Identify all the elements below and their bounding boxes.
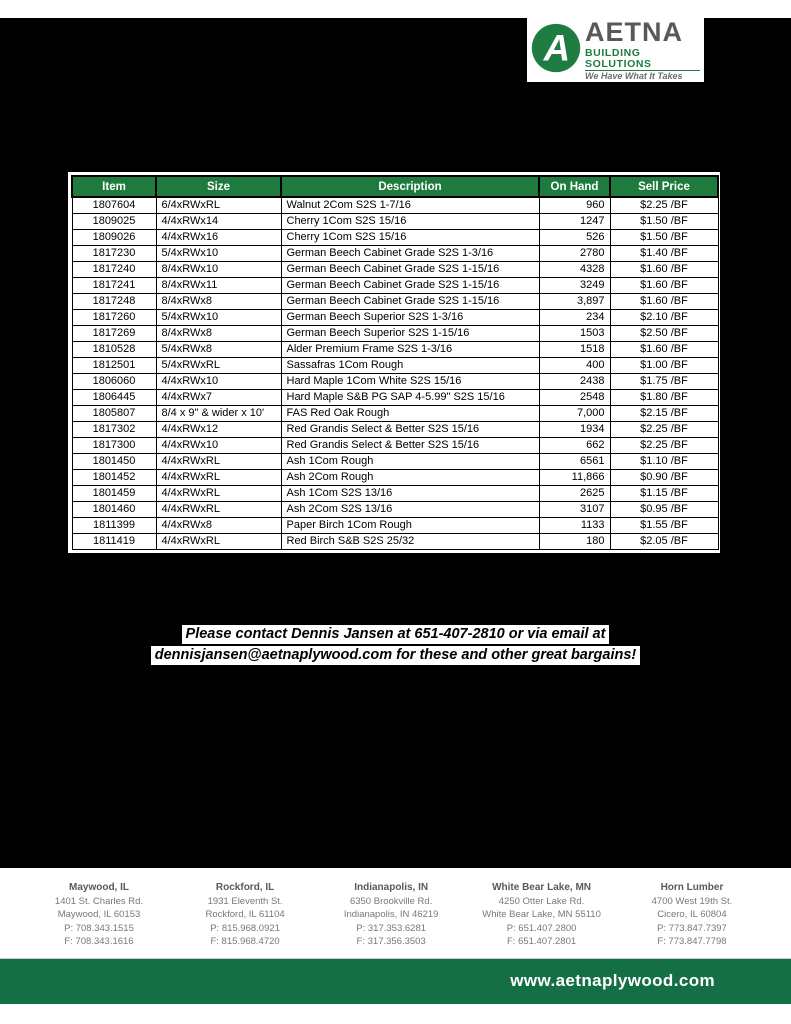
table-cell: 3107	[539, 502, 610, 518]
contact-line-2: dennisjansen@aetnaplywood.com for these and other great bargains!	[151, 646, 640, 665]
table-cell: Cherry 1Com S2S 15/16	[281, 230, 539, 246]
table-cell: 1934	[539, 422, 610, 438]
location-detail-line: Maywood, IL 60153	[57, 909, 141, 920]
inventory-table	[71, 175, 719, 550]
table-cell: $2.25 /BF	[610, 197, 718, 214]
location-card	[637, 881, 747, 949]
table-cell: Paper Birch 1Com Rough	[281, 518, 539, 534]
location-detail-line: F: 815.968.4720	[210, 936, 280, 947]
table-cell: $0.95 /BF	[610, 502, 718, 518]
table-cell: 3,897	[539, 294, 610, 310]
table-cell: 1247	[539, 214, 610, 230]
location-name: Maywood, IL	[69, 882, 129, 893]
table-cell: $2.50 /BF	[610, 326, 718, 342]
company-logo	[527, 18, 704, 82]
table-cell: 4/4xRWxRL	[156, 534, 281, 550]
table-row	[72, 214, 718, 230]
location-detail-line: P: 773.847.7397	[657, 922, 727, 934]
table-cell: 4/4xRWxRL	[156, 454, 281, 470]
table-cell: German Beech Cabinet Grade S2S 1-15/16	[281, 294, 539, 310]
location-card	[482, 881, 601, 949]
table-cell: Sassafras 1Com Rough	[281, 358, 539, 374]
location-name: Rockford, IL	[215, 882, 275, 893]
table-cell: Red Grandis Select & Better S2S 15/16	[281, 438, 539, 454]
table-cell: 8/4 x 9" & wider x 10'	[156, 406, 281, 422]
table-cell: $1.60 /BF	[610, 278, 718, 294]
logo-brand-text: AETNA	[585, 17, 683, 47]
table-header-row	[72, 176, 718, 197]
table-row	[72, 326, 718, 342]
table-row	[72, 470, 718, 486]
location-detail-line: P: 317.353.6281	[356, 922, 427, 934]
table-cell: 5/4xRWx10	[156, 310, 281, 326]
table-cell: 1817260	[72, 310, 156, 326]
table-cell: $1.60 /BF	[610, 294, 718, 310]
table-cell: 1503	[539, 326, 610, 342]
table-cell: German Beech Superior S2S 1-15/16	[281, 326, 539, 342]
table-cell: 1817248	[72, 294, 156, 310]
table-cell: 1817300	[72, 438, 156, 454]
location-detail-line: 1401 St. Charles Rd.	[54, 895, 144, 907]
flyer-body	[0, 18, 791, 868]
table-cell: $2.05 /BF	[610, 534, 718, 550]
table-cell: 8/4xRWx8	[156, 294, 281, 310]
inventory-table-frame	[68, 172, 720, 553]
location-detail-line: 4250 Otter Lake Rd.	[498, 895, 585, 907]
table-cell: 1817240	[72, 262, 156, 278]
table-cell: 3249	[539, 278, 610, 294]
table-row	[72, 310, 718, 326]
table-cell: 4/4xRWx10	[156, 438, 281, 454]
contact-line-1: Please contact Dennis Jansen at 651-407-2810 or via email at	[182, 625, 610, 644]
table-cell: $2.25 /BF	[610, 438, 718, 454]
table-cell: $1.80 /BF	[610, 390, 718, 406]
table-cell: 1817269	[72, 326, 156, 342]
table-cell: $0.90 /BF	[610, 470, 718, 486]
table-cell: $2.25 /BF	[610, 422, 718, 438]
table-cell: 4/4xRWx8	[156, 518, 281, 534]
table-cell: $1.60 /BF	[610, 262, 718, 278]
table-cell: 2438	[539, 374, 610, 390]
location-detail-line: F: 317.356.3503	[356, 936, 426, 947]
table-cell: 4/4xRWxRL	[156, 470, 281, 486]
table-cell: 8/4xRWx11	[156, 278, 281, 294]
table-cell: 4/4xRWx7	[156, 390, 281, 406]
aetna-circle-a-icon	[531, 23, 581, 78]
location-detail-line: 4700 West 19th St.	[651, 895, 733, 907]
table-cell: 1801452	[72, 470, 156, 486]
location-detail-line: White Bear Lake, MN 55110	[482, 909, 601, 920]
table-cell: $1.40 /BF	[610, 246, 718, 262]
table-row	[72, 486, 718, 502]
table-cell: Ash 1Com Rough	[281, 454, 539, 470]
locations-footer	[44, 881, 747, 949]
table-row	[72, 502, 718, 518]
table-cell: 4/4xRWx12	[156, 422, 281, 438]
table-cell: 526	[539, 230, 610, 246]
table-column-header: Description	[281, 176, 539, 197]
table-cell: $1.50 /BF	[610, 214, 718, 230]
table-cell: 1806060	[72, 374, 156, 390]
table-row	[72, 278, 718, 294]
table-cell: 4328	[539, 262, 610, 278]
table-row	[72, 262, 718, 278]
table-cell: German Beech Superior S2S 1-3/16	[281, 310, 539, 326]
table-cell: $1.60 /BF	[610, 342, 718, 358]
table-row	[72, 518, 718, 534]
location-detail-line: F: 708.343.1616	[64, 936, 134, 947]
table-cell: 1817230	[72, 246, 156, 262]
table-cell: 180	[539, 534, 610, 550]
table-cell: Walnut 2Com S2S 1-7/16	[281, 197, 539, 214]
logo-tagline-text: We Have What It Takes	[585, 71, 683, 81]
table-cell: Alder Premium Frame S2S 1-3/16	[281, 342, 539, 358]
table-row	[72, 197, 718, 214]
location-detail-line: P: 815.968.0921	[210, 922, 280, 934]
table-row	[72, 358, 718, 374]
svg-text:A: A	[543, 27, 571, 68]
logo-subtitle-text: BUILDING SOLUTIONS	[585, 48, 700, 71]
table-cell: 1809026	[72, 230, 156, 246]
location-detail-line: P: 651.407.2800	[506, 922, 577, 934]
table-cell: Cherry 1Com S2S 15/16	[281, 214, 539, 230]
location-detail-line: Indianapolis, IN 46219	[343, 909, 439, 920]
table-cell: Ash 2Com Rough	[281, 470, 539, 486]
table-cell: 1810528	[72, 342, 156, 358]
table-row	[72, 230, 718, 246]
table-cell: 5/4xRWxRL	[156, 358, 281, 374]
website-bar	[0, 958, 791, 1004]
table-cell: FAS Red Oak Rough	[281, 406, 539, 422]
table-cell: German Beech Cabinet Grade S2S 1-3/16	[281, 246, 539, 262]
table-cell: $2.15 /BF	[610, 406, 718, 422]
location-detail-line: P: 708.343.1515	[64, 922, 134, 934]
table-cell: Red Grandis Select & Better S2S 15/16	[281, 422, 539, 438]
table-cell: 6561	[539, 454, 610, 470]
location-detail-line: 6350 Brookville Rd.	[349, 895, 433, 907]
location-detail-line: F: 773.847.7798	[657, 936, 727, 947]
location-card	[336, 881, 446, 949]
table-cell: 4/4xRWx14	[156, 214, 281, 230]
table-cell: $1.15 /BF	[610, 486, 718, 502]
table-cell: $1.00 /BF	[610, 358, 718, 374]
table-cell: 400	[539, 358, 610, 374]
table-row	[72, 390, 718, 406]
table-cell: 5/4xRWx10	[156, 246, 281, 262]
table-cell: 4/4xRWxRL	[156, 502, 281, 518]
table-row	[72, 454, 718, 470]
table-cell: 2780	[539, 246, 610, 262]
table-column-header: On Hand	[539, 176, 610, 197]
table-cell: 960	[539, 197, 610, 214]
table-cell: 6/4xRWxRL	[156, 197, 281, 214]
table-cell: 1811399	[72, 518, 156, 534]
table-cell: 1817302	[72, 422, 156, 438]
table-cell: 2548	[539, 390, 610, 406]
table-cell: $1.50 /BF	[610, 230, 718, 246]
table-cell: 1806445	[72, 390, 156, 406]
table-cell: 662	[539, 438, 610, 454]
table-row	[72, 374, 718, 390]
table-cell: 1817241	[72, 278, 156, 294]
table-cell: 1805807	[72, 406, 156, 422]
table-cell: $2.10 /BF	[610, 310, 718, 326]
table-column-header: Item	[72, 176, 156, 197]
table-cell: German Beech Cabinet Grade S2S 1-15/16	[281, 278, 539, 294]
table-cell: 4/4xRWx10	[156, 374, 281, 390]
location-name: White Bear Lake, MN	[492, 882, 592, 893]
table-cell: Hard Maple S&B PG SAP 4-5.99" S2S 15/16	[281, 390, 539, 406]
table-column-header: Size	[156, 176, 281, 197]
table-cell: 2625	[539, 486, 610, 502]
table-cell: 1812501	[72, 358, 156, 374]
table-row	[72, 534, 718, 550]
table-cell: Hard Maple 1Com White S2S 15/16	[281, 374, 539, 390]
table-row	[72, 342, 718, 358]
table-cell: 1809025	[72, 214, 156, 230]
location-name: Horn Lumber	[660, 882, 724, 893]
table-cell: $1.10 /BF	[610, 454, 718, 470]
table-cell: 1133	[539, 518, 610, 534]
table-cell: $1.75 /BF	[610, 374, 718, 390]
table-row	[72, 438, 718, 454]
location-detail-line: Cicero, IL 60804	[657, 909, 727, 920]
location-detail-line: 1931 Eleventh St.	[207, 895, 283, 907]
location-detail-line: F: 651.407.2801	[506, 936, 577, 947]
location-name: Indianapolis, IN	[354, 882, 429, 893]
table-cell: 4/4xRWxRL	[156, 486, 281, 502]
table-cell: 1801459	[72, 486, 156, 502]
table-cell: 8/4xRWx10	[156, 262, 281, 278]
table-row	[72, 422, 718, 438]
table-cell: 1807604	[72, 197, 156, 214]
table-cell: 1801460	[72, 502, 156, 518]
location-detail-line: Rockford, IL 61104	[205, 909, 285, 920]
table-cell: $1.55 /BF	[610, 518, 718, 534]
table-row	[72, 246, 718, 262]
table-cell: 8/4xRWx8	[156, 326, 281, 342]
location-card	[190, 881, 300, 949]
location-card	[44, 881, 154, 949]
table-cell: 1811419	[72, 534, 156, 550]
website-url: www.aetnaplywood.com	[510, 971, 715, 990]
table-cell: Ash 2Com S2S 13/16	[281, 502, 539, 518]
table-cell: 4/4xRWx16	[156, 230, 281, 246]
table-cell: Red Birch S&B S2S 25/32	[281, 534, 539, 550]
table-cell: Ash 1Com S2S 13/16	[281, 486, 539, 502]
table-cell: 1518	[539, 342, 610, 358]
table-cell: 234	[539, 310, 610, 326]
table-row	[72, 406, 718, 422]
table-cell: 11,866	[539, 470, 610, 486]
table-cell: 1801450	[72, 454, 156, 470]
table-cell: 5/4xRWx8	[156, 342, 281, 358]
table-cell: German Beech Cabinet Grade S2S 1-15/16	[281, 262, 539, 278]
table-column-header: Sell Price	[610, 176, 718, 197]
table-cell: 7,000	[539, 406, 610, 422]
table-row	[72, 294, 718, 310]
contact-banner	[0, 624, 791, 666]
